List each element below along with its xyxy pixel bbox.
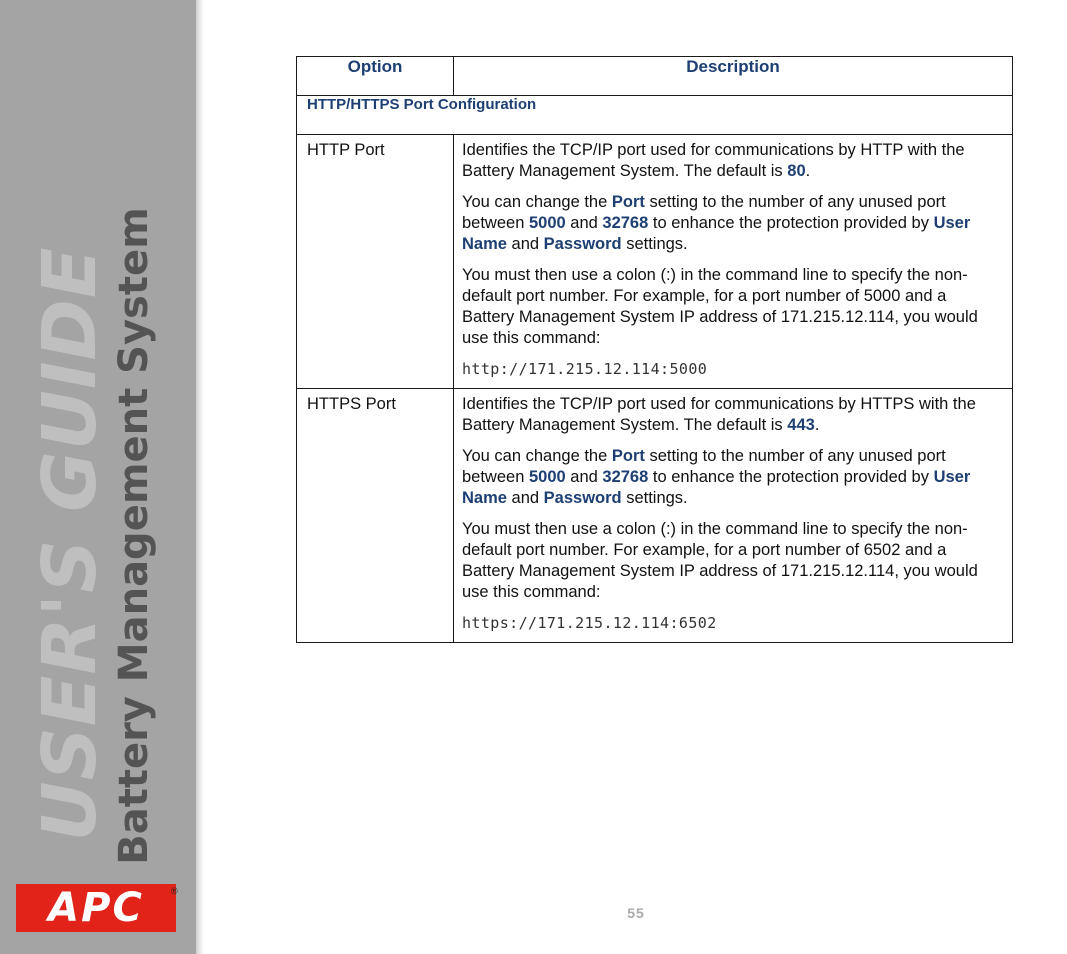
description-paragraph: [462, 192, 1002, 255]
section-row: [297, 96, 1013, 135]
option-name: HTTPS Port: [297, 389, 454, 643]
password-setting: Password: [543, 489, 622, 507]
port-setting-name: Port: [611, 193, 645, 211]
product-name-text: Battery Management System: [111, 207, 157, 865]
page-number: 55: [627, 905, 645, 921]
text: to enhance the protection provided by: [648, 468, 934, 486]
text: You can change the: [462, 447, 612, 465]
option-name: HTTP Port: [297, 135, 454, 389]
port-max-value: 32768: [602, 468, 649, 486]
description-paragraph: [462, 446, 1002, 509]
port-min-value: 5000: [528, 214, 566, 232]
text: .: [805, 162, 811, 180]
text: and: [506, 235, 544, 253]
port-max-value: 32768: [602, 214, 649, 232]
apc-logo-text: APC: [48, 885, 144, 931]
text: .: [814, 416, 820, 434]
apc-logo: [16, 884, 178, 934]
text: and: [506, 489, 544, 507]
command-example: https://171.215.12.114:6502: [462, 614, 717, 632]
option-description: [454, 135, 1013, 389]
text: settings.: [621, 235, 688, 253]
text: Identifies the TCP/IP port used for communications by HTTPS with the Battery Management System. The default is: [462, 395, 976, 434]
apc-logo-mark: [16, 884, 176, 932]
command-example: http://171.215.12.114:5000: [462, 360, 708, 378]
description-paragraph: [462, 140, 1002, 182]
default-value: 443: [787, 416, 815, 434]
users-guide-text: USER'S GUIDE: [27, 246, 113, 842]
text: Identifies the TCP/IP port used for communications by HTTP with the Battery Management System. The default is: [462, 141, 965, 180]
table-header-row: [297, 57, 1013, 96]
product-name: [111, 207, 157, 865]
sidebar-shadow: [196, 0, 204, 954]
description-paragraph: You must then use a colon (:) in the command line to specify the non-default port number. For example, for a port number of 5000 and a Battery Management System IP address of 171.215.12.114, you would use this command:: [462, 266, 978, 347]
section-title: HTTP/HTTPS Port Configuration: [297, 96, 1013, 135]
options-table: [296, 56, 1013, 643]
description-paragraph: You must then use a colon (:) in the command line to specify the non-default port number. For example, for a port number of 6502 and a Battery Management System IP address of 171.215.12.114, you would use this command:: [462, 520, 978, 601]
password-setting: Password: [543, 235, 622, 253]
user-name-setting: User Name: [462, 468, 971, 507]
text: and: [565, 214, 603, 232]
header-option: Option: [297, 57, 454, 96]
header-description: Description: [454, 57, 1013, 96]
default-value: 80: [787, 162, 806, 180]
user-name-setting: User Name: [462, 214, 971, 253]
registered-mark: ®: [171, 886, 178, 896]
text: and: [565, 468, 603, 486]
port-setting-name: Port: [611, 447, 645, 465]
text: setting to the number of any unused port between: [462, 193, 946, 232]
table-row: [297, 135, 1013, 389]
port-min-value: 5000: [528, 468, 566, 486]
table-row: [297, 389, 1013, 643]
description-paragraph: [462, 394, 1002, 436]
text: settings.: [621, 489, 688, 507]
text: to enhance the protection provided by: [648, 214, 934, 232]
sidebar: [0, 0, 196, 954]
text: You can change the: [462, 193, 612, 211]
text: setting to the number of any unused port between: [462, 447, 946, 486]
users-guide-title: [27, 246, 113, 842]
option-description: [454, 389, 1013, 643]
